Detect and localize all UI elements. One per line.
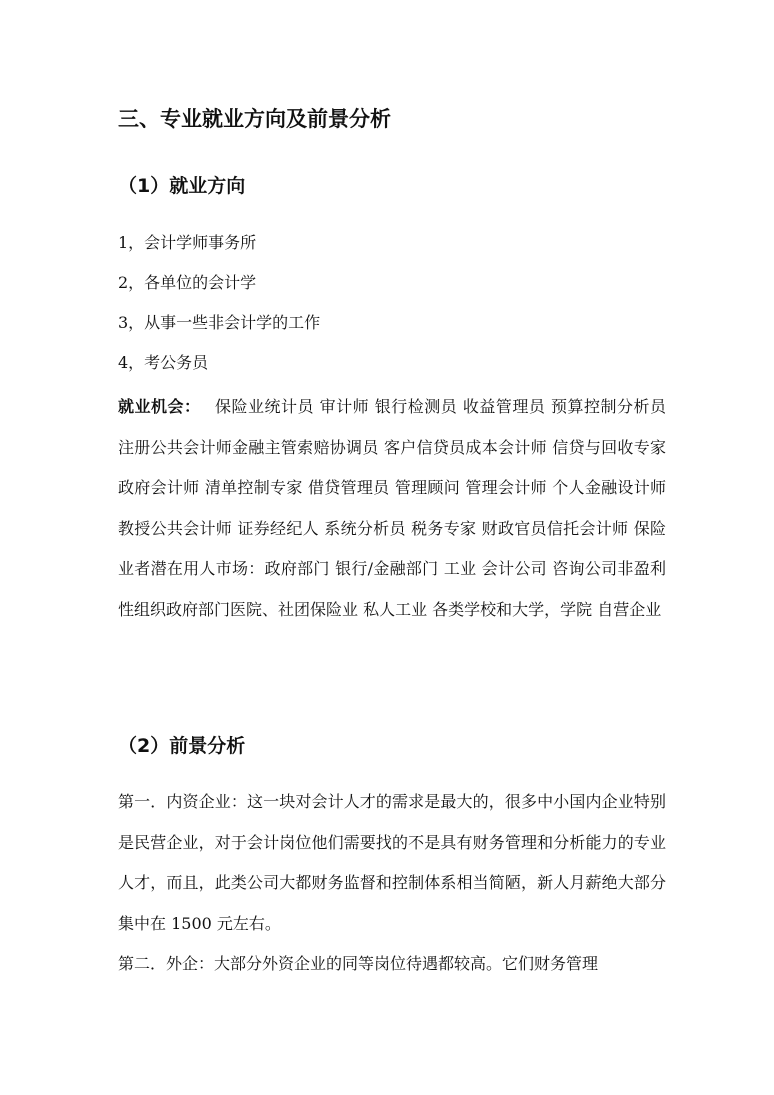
employment-direction-heading: （1）就业方向 [118,175,246,197]
list-item: 2，各单位的会计学 [118,273,257,292]
list-item: 3，从事一些非会计学的工作 [118,313,321,332]
employment-opportunities-paragraph [118,387,666,630]
list-item: 4，考公务员 [118,353,209,372]
opportunities-text: 保险业统计员 审计师 银行检测员 收益管理员 预算控制分析员 注册公共会计师金融主管索赔协调员 客户信贷员成本会计师 信贷与回收专家政府会计师 清单控制专家 借贷管理员 管理顾问 管理会计师 个人金融设计师教授公共会计师 证券经纪人 系统分析员 税务专家 财政官员信托会计师 保险业者潜在用人市场：政府部门 银行/金融部门 工业 会计公司 咨询公司非盈利性组织政府部门医院、社团保险业 私人工业 各类学校和大学，学院 自营企业 [118,397,666,619]
prospects-heading: （2）前景分析 [118,735,246,757]
prospects-paragraph-foreign: 第二．外企：大部分外资企业的同等岗位待遇都较高。它们财务管理 [118,954,599,973]
prospects-paragraph-domestic: 第一．内资企业：这一块对会计人才的需求是最大的，很多中小国内企业特别是民营企业，对于会计岗位他们需要找的不是具有财务管理和分析能力的专业人才，而且，此类公司大都财务监督和控制体系相当简陋，新人月薪绝大部分集中在 1500 元左右。 [118,792,666,933]
list-item: 1，会计学师事务所 [118,233,257,252]
section-title: 三、专业就业方向及前景分析 [118,107,391,131]
opportunities-label: 就业机会： [118,397,201,416]
